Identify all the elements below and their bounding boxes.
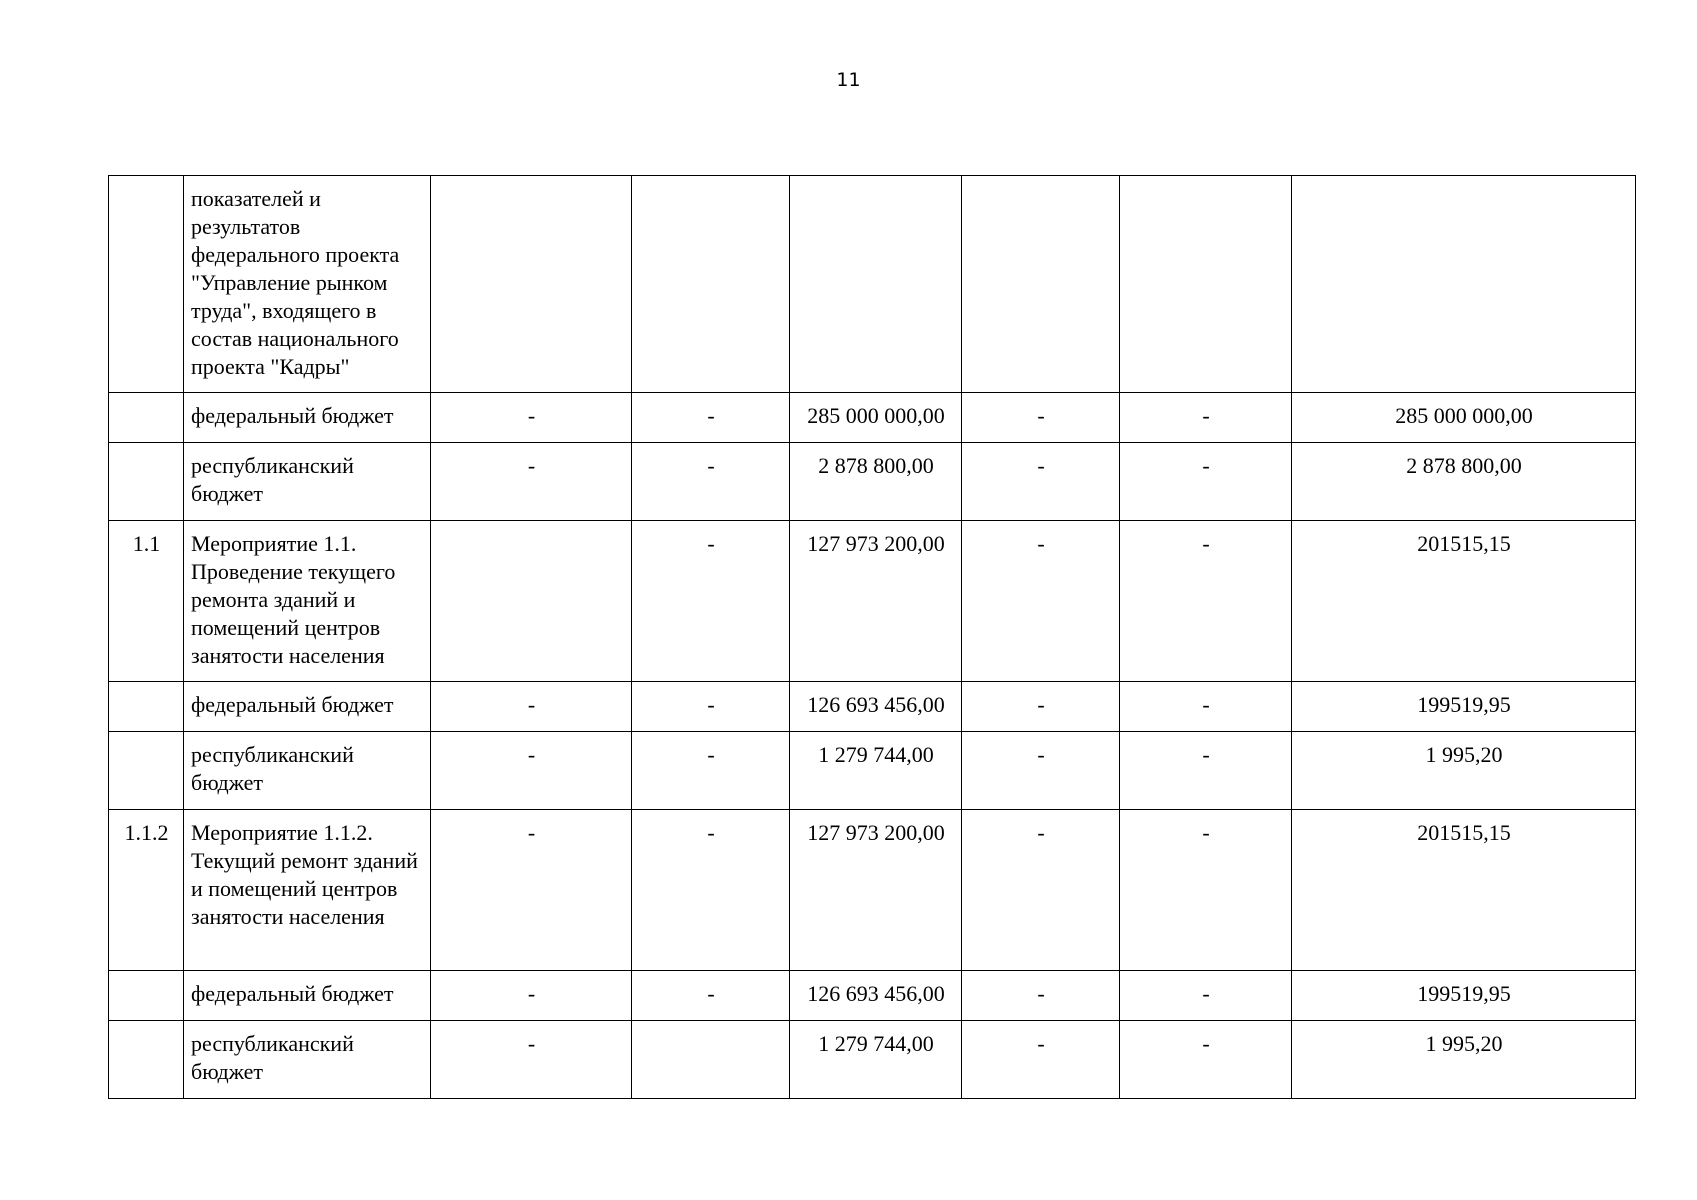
value-cell: - [431, 971, 632, 1021]
value-cell: - [962, 521, 1120, 682]
item-name-cell: федеральный бюджет [184, 393, 431, 443]
total-value-cell: 199519,95 [1292, 682, 1636, 732]
value-cell [1120, 176, 1292, 393]
total-value-cell: 1 995,20 [1292, 1021, 1636, 1099]
table-row [109, 521, 1636, 682]
table-row [109, 971, 1636, 1021]
value-cell [632, 1021, 790, 1099]
item-name-cell: федеральный бюджет [184, 971, 431, 1021]
total-value-cell: 201515,15 [1292, 521, 1636, 682]
table-body [109, 176, 1636, 1099]
row-number-cell [109, 443, 184, 521]
value-cell: - [1120, 393, 1292, 443]
total-value-cell: 199519,95 [1292, 971, 1636, 1021]
row-number-cell [109, 682, 184, 732]
item-name-cell: Мероприятие 1.1.2. Текущий ремонт зданий и помещений центров занятости населения [184, 810, 431, 971]
table-row [109, 176, 1636, 393]
value-cell [431, 176, 632, 393]
value-cell: - [1120, 810, 1292, 971]
item-name-cell: республиканский бюджет [184, 1021, 431, 1099]
value-cell: - [962, 443, 1120, 521]
value-cell: - [962, 393, 1120, 443]
row-number-cell [109, 1021, 184, 1099]
value-cell: 127 973 200,00 [790, 521, 962, 682]
item-name-cell: Мероприятие 1.1. Проведение текущего ремонта зданий и помещений центров занятости населения [184, 521, 431, 682]
value-cell [962, 176, 1120, 393]
total-value-cell: 1 995,20 [1292, 732, 1636, 810]
value-cell [790, 176, 962, 393]
item-name-cell: федеральный бюджет [184, 682, 431, 732]
table-row [109, 1021, 1636, 1099]
table-row [109, 393, 1636, 443]
total-value-cell: 201515,15 [1292, 810, 1636, 971]
value-cell [632, 176, 790, 393]
item-name-cell: республиканский бюджет [184, 443, 431, 521]
row-number-cell [109, 393, 184, 443]
table-row [109, 810, 1636, 971]
page-number: 11 [836, 69, 861, 91]
table-row [109, 443, 1636, 521]
item-name-cell: республиканский бюджет [184, 732, 431, 810]
budget-table [108, 175, 1636, 1099]
value-cell: - [431, 443, 632, 521]
value-cell: - [632, 732, 790, 810]
value-cell: 127 973 200,00 [790, 810, 962, 971]
value-cell: - [962, 810, 1120, 971]
row-number-cell: 1.1 [109, 521, 184, 682]
value-cell: - [431, 732, 632, 810]
value-cell: 285 000 000,00 [790, 393, 962, 443]
value-cell: - [632, 443, 790, 521]
total-value-cell [1292, 176, 1636, 393]
table-row [109, 732, 1636, 810]
value-cell: 126 693 456,00 [790, 682, 962, 732]
value-cell: - [962, 1021, 1120, 1099]
value-cell: - [431, 682, 632, 732]
value-cell: - [632, 521, 790, 682]
value-cell: - [1120, 682, 1292, 732]
value-cell: - [431, 810, 632, 971]
value-cell: - [632, 810, 790, 971]
value-cell: 2 878 800,00 [790, 443, 962, 521]
value-cell: - [632, 393, 790, 443]
total-value-cell: 2 878 800,00 [1292, 443, 1636, 521]
value-cell [431, 521, 632, 682]
total-value-cell: 285 000 000,00 [1292, 393, 1636, 443]
value-cell: 1 279 744,00 [790, 1021, 962, 1099]
value-cell: - [962, 971, 1120, 1021]
value-cell: - [431, 1021, 632, 1099]
value-cell: - [1120, 443, 1292, 521]
value-cell: - [431, 393, 632, 443]
row-number-cell [109, 971, 184, 1021]
value-cell: - [1120, 521, 1292, 682]
value-cell: - [1120, 1021, 1292, 1099]
value-cell: 126 693 456,00 [790, 971, 962, 1021]
value-cell: 1 279 744,00 [790, 732, 962, 810]
value-cell: - [1120, 732, 1292, 810]
value-cell: - [962, 682, 1120, 732]
value-cell: - [962, 732, 1120, 810]
item-name-cell: показателей и результатов федерального проекта "Управление рынком труда", входящего в состав национального проекта "Кадры" [184, 176, 431, 393]
row-number-cell [109, 732, 184, 810]
value-cell: - [1120, 971, 1292, 1021]
value-cell: - [632, 682, 790, 732]
table-row [109, 682, 1636, 732]
row-number-cell [109, 176, 184, 393]
value-cell: - [632, 971, 790, 1021]
row-number-cell: 1.1.2 [109, 810, 184, 971]
